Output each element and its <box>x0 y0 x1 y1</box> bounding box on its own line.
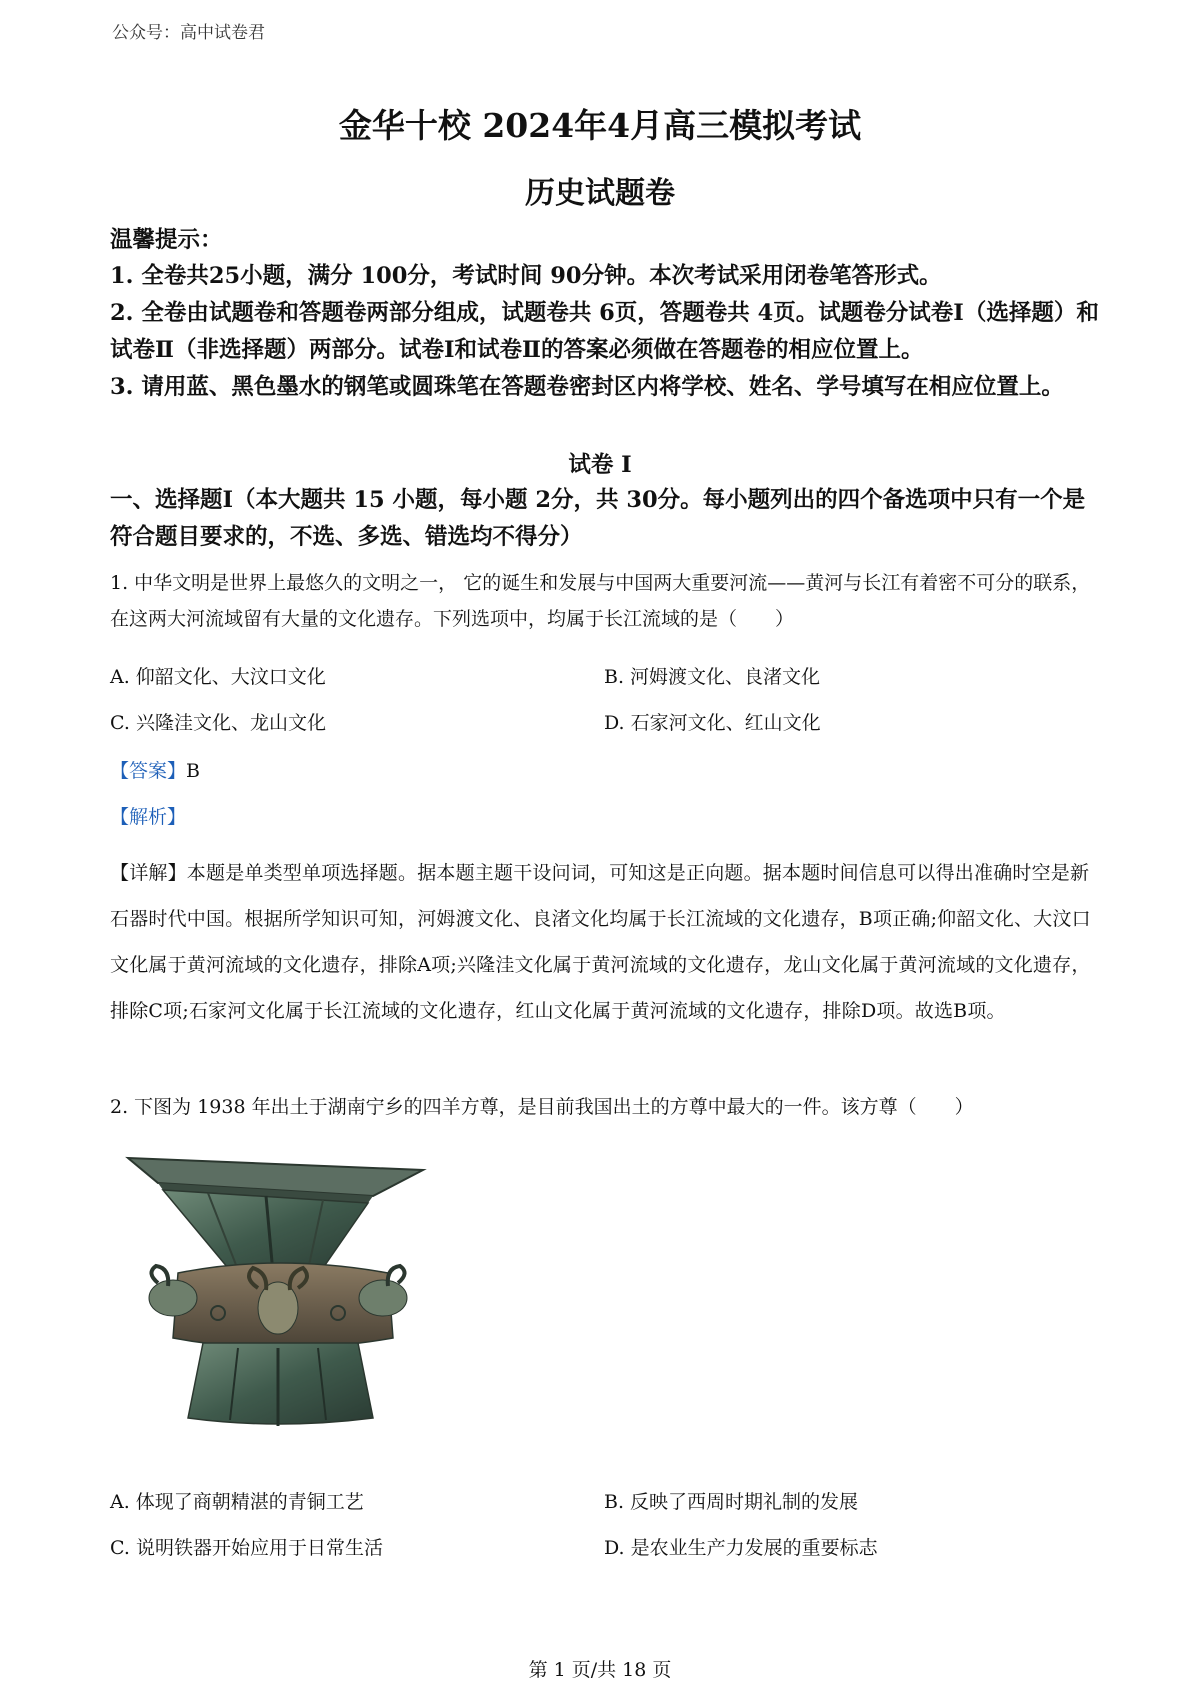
part-instructions: 一、选择题Ⅰ（本大题共 15 小题，每小题 2分，共 30分。每小题列出的四个备选项中只有一个是符合题目要求的，不选、多选、错选均不得分） <box>110 487 1086 550</box>
page-footer: 第 1 页/共 18 页 <box>528 1659 672 1681</box>
notice-list <box>110 258 1100 406</box>
section-title: 试卷 Ⅰ <box>568 452 632 478</box>
paper-subtitle: 历史试题卷 <box>525 176 675 211</box>
question-1-stem: 1. 中华文明是世界上最悠久的文明之一， 它的诞生和发展与中国两大重要河流——黄河与长江有着密不可分的联系，在这两大河流域留有大量的文化遗存。下列选项中，均属于长江流域的是（ ） <box>110 572 1091 630</box>
q2-option-c: C. 说明铁器开始应用于日常生活 <box>110 1537 383 1559</box>
bronze-vessel-icon <box>118 1148 438 1433</box>
bronze-vessel-image <box>118 1148 438 1433</box>
notice-item-3: 3. 请用蓝、黑色墨水的钢笔或圆珠笔在答题卷密封区内将学校、姓名、学号填写在相应位置上。 <box>110 374 1064 400</box>
notice-item-2: 2. 全卷由试题卷和答题卷两部分组成，试题卷共 6页，答题卷共 4页。试题卷分试卷Ⅰ（选择题）和试卷Ⅱ（非选择题）两部分。试卷Ⅰ和试卷Ⅱ的答案必须做在答题卷的相应位置上。 <box>110 300 1099 363</box>
q1-answer <box>110 756 200 783</box>
q2-option-a: A. 体现了商朝精湛的青铜工艺 <box>110 1491 364 1513</box>
answer-tag: 【答案】 <box>110 760 187 782</box>
notice-heading: 温馨提示： <box>110 227 223 253</box>
exam-title: 金华十校 2024年4月高三模拟考试 <box>338 106 862 145</box>
q1-option-a: A. 仰韶文化、大汶口文化 <box>110 666 326 688</box>
q2-option-b: B. 反映了西周时期礼制的发展 <box>604 1491 859 1513</box>
question-2-stem: 2. 下图为 1938 年出土于湖南宁乡的四羊方尊，是目前我国出土的方尊中最大的一件。该方尊（ ） <box>110 1096 974 1118</box>
watermark: 公众号：高中试卷君 <box>112 23 265 43</box>
q1-option-c: C. 兴隆洼文化、龙山文化 <box>110 712 326 734</box>
q1-detail-explanation: 【详解】本题是单类型单项选择题。据本题主题干设问词，可知这是正向题。据本题时间信息可以得出准确时空是新石器时代中国。根据所学知识可知，河姆渡文化、良渚文化均属于长江流域的文化遗存，B项正确;仰韶文化、大汶口文化属于黄河流域的文化遗存，排除A项;兴隆洼文化属于黄河流域的文化遗存，龙山文化属于黄河流域的文化遗存，排除C项;石家河文化属于长江流域的文化遗存，红山文化属于黄河流域的文化遗存，排除D项。故选B项。 <box>110 862 1091 1022</box>
q2-option-d: D. 是农业生产力发展的重要标志 <box>604 1537 878 1559</box>
analysis-tag: 【解析】 <box>110 806 187 828</box>
q1-option-b: B. 河姆渡文化、良渚文化 <box>604 666 821 688</box>
notice-item-1: 1. 全卷共25小题，满分 100分，考试时间 90分钟。本次考试采用闭卷笔答形式。 <box>110 263 942 289</box>
answer-value: B <box>186 760 200 782</box>
q1-option-d: D. 石家河文化、红山文化 <box>604 712 821 734</box>
